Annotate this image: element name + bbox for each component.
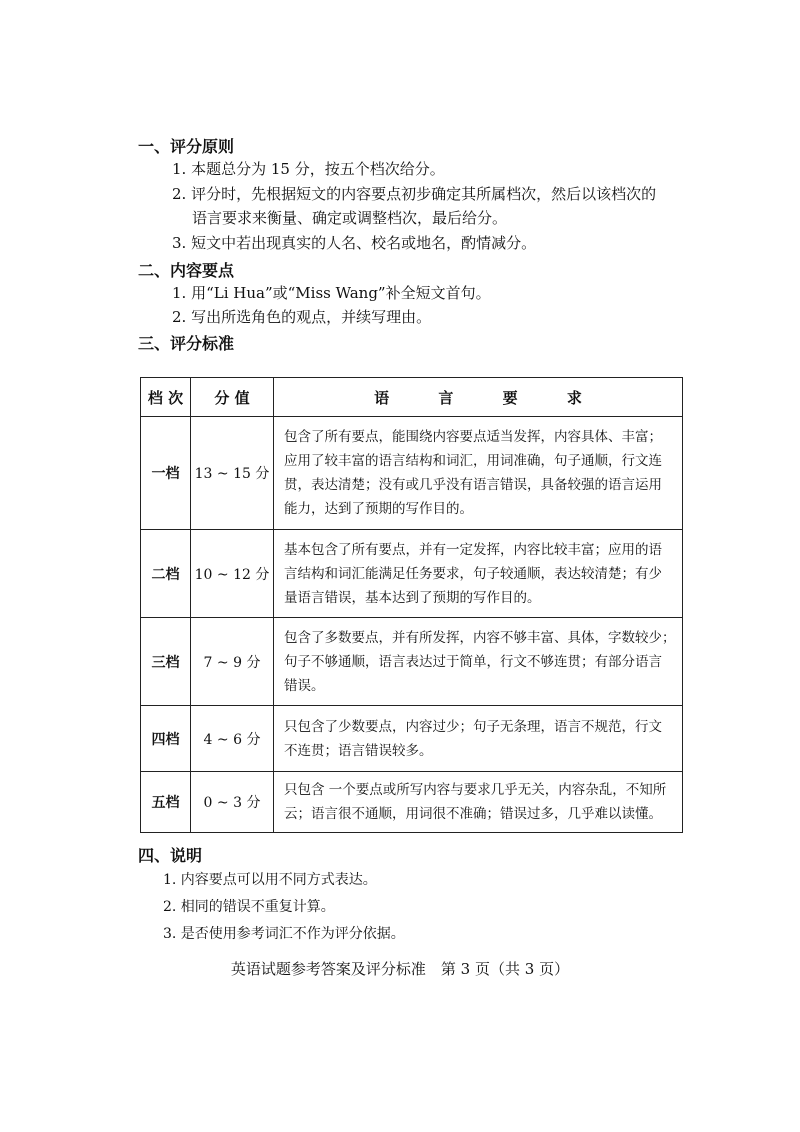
section1-item-1: 1. 本题总分为 15 分，按五个档次给分。 [172,160,445,178]
requirements-cell: 只包含 一个要点或所写内容与要求几乎无关，内容杂乱，不知所 云；语言很不通顺，用词很不准确；错误过多，几乎难以读懂。 [274,772,683,833]
level-cell: 四档 [141,706,191,772]
table-header-row [141,378,683,417]
section2-item-2: 2. 写出所选角色的观点，并续写理由。 [172,308,432,326]
section1-item-3: 3. 短文中若出现真实的人名、校名或地名，酌情减分。 [172,234,537,252]
section1-heading: 一、评分原则 [138,137,235,156]
section1-item-2: 2. 评分时，先根据短文的内容要点初步确定其所属档次，然后以该档次的 [172,185,657,203]
table-row [141,417,683,530]
level-cell: 二档 [141,530,191,618]
note-item-2: 2. 相同的错误不重复计算。 [163,899,335,915]
requirements-cell: 基本包含了所有要点，并有一定发挥，内容比较丰富；应用的语 言结构和词汇能满足任务要求，句子较通顺，表达较清楚；有少 量语言错误，基本达到了预期的写作目的。 [274,530,683,618]
requirements-cell: 只包含了少数要点，内容过少；句子无条理，语言不规范，行文 不连贯；语言错误较多。 [274,706,683,772]
section1-item-2-cont: 语言要求来衡量、确定或调整档次，最后给分。 [192,209,508,227]
section2-heading: 二、内容要点 [138,261,235,280]
score-cell: 10 ~ 12 分 [191,530,274,618]
section2-item-1: 1. 用“Li Hua”或“Miss Wang”补全短文首句。 [172,284,491,302]
header-score: 分 值 [191,378,274,417]
requirements-cell: 包含了所有要点，能围绕内容要点适当发挥，内容具体、丰富； 应用了较丰富的语言结构和词汇，用词准确，句子通顺，行文连 贯，表达清楚；没有或几乎没有语言错误，具备较强的语言运用 能力，达到了预期的写作目的。 [274,417,683,530]
section3-heading: 三、评分标准 [138,334,235,353]
score-cell: 4 ~ 6 分 [191,706,274,772]
level-cell: 一档 [141,417,191,530]
level-cell: 三档 [141,618,191,706]
note-item-1: 1. 内容要点可以用不同方式表达。 [163,872,377,888]
section4-heading: 四、说明 [138,846,203,865]
table-row [141,618,683,706]
score-cell: 7 ~ 9 分 [191,618,274,706]
note-item-3: 3. 是否使用参考词汇不作为评分依据。 [163,926,405,942]
page-footer: 英语试题参考答案及评分标准 第 3 页（共 3 页） [230,960,570,978]
table-row [141,530,683,618]
score-cell: 13 ~ 15 分 [191,417,274,530]
level-cell: 五档 [141,772,191,833]
table-row [141,772,683,833]
table-row [141,706,683,772]
header-level: 档 次 [141,378,191,417]
requirements-cell: 包含了多数要点，并有所发挥，内容不够丰富、具体，字数较少； 句子不够通顺，语言表达过于简单，行文不够连贯；有部分语言 错误。 [274,618,683,706]
header-requirements: 语 言 要 求 [274,378,683,417]
scoring-table [140,377,683,833]
score-cell: 0 ~ 3 分 [191,772,274,833]
